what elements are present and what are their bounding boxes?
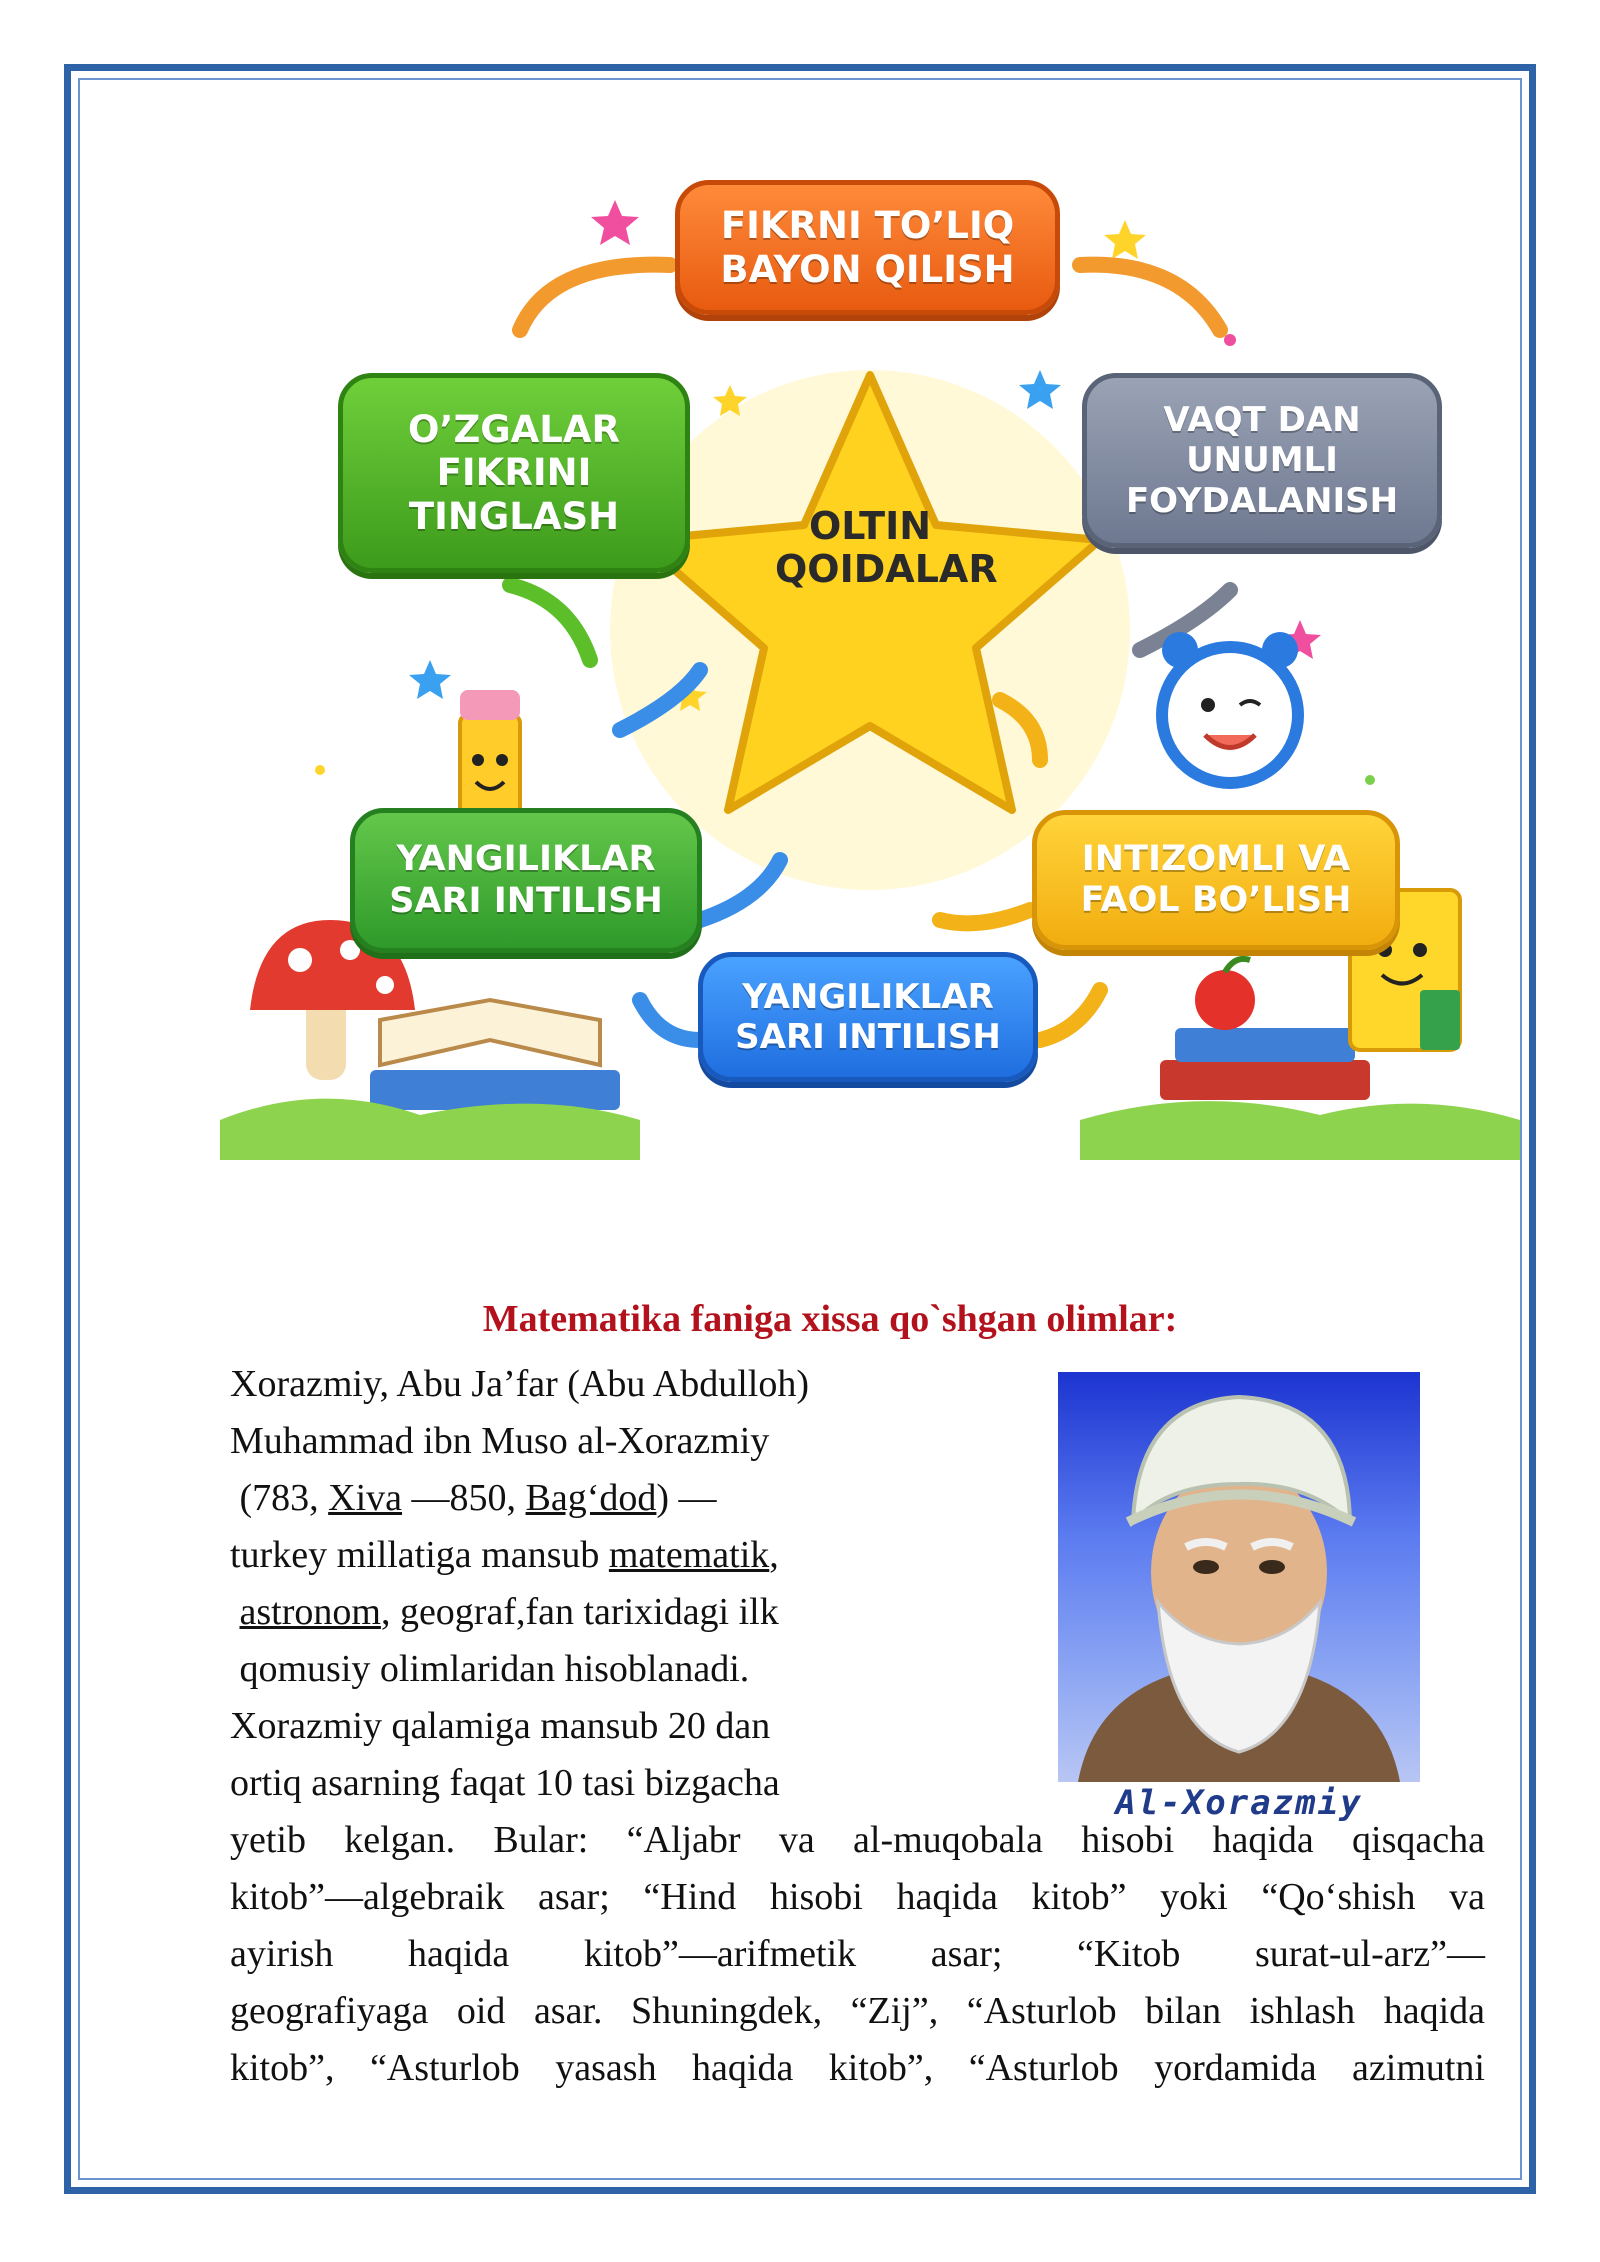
golden-rules-infographic: [220, 160, 1520, 1190]
alarm-clock-character: [1162, 632, 1298, 783]
text-line-3-b: —850,: [402, 1477, 526, 1519]
paragraph-line-5: kitob”, “Asturlob yasash haqida kitob”, “Asturlob yordamida azimutni: [230, 2047, 1485, 2089]
rule-pill-top: [675, 180, 1060, 315]
al-xorazmiy-portrait: [1058, 1372, 1420, 1782]
paragraph-line-3: ayirish haqida kitob”—arifmetik asar; “Kitob surat-ul-arz”—: [230, 1933, 1485, 1975]
grass-right: [1080, 1101, 1520, 1160]
books-apple-decoration: [1160, 959, 1370, 1100]
rule-pill-lower-right-label: INTIZOMLI VA FAOL BO’LISH: [1080, 838, 1352, 920]
text-line-4-b: ,: [769, 1534, 779, 1576]
text-line-3-a: (783,: [230, 1477, 329, 1519]
text-line-8: ortiq asarning faqat 10 tasi bizgacha: [230, 1762, 780, 1804]
star-center-label: OLTIN QOIDALAR: [775, 504, 998, 591]
text-line-3-c: ) —: [656, 1477, 717, 1519]
text-line-4: [230, 1531, 779, 1579]
portrait-illustration: [1058, 1372, 1420, 1782]
rule-pill-lower-left-label: YANGILIKLAR SARI INTILISH: [389, 839, 663, 921]
link-bagdod[interactable]: Bag‘dod: [525, 1477, 657, 1519]
link-matematik[interactable]: matematik: [608, 1534, 770, 1576]
text-line-3: [230, 1474, 717, 1522]
paragraph-line-4: geografiyaga oid asar. Shuningdek, “Zij”, “Asturlob bilan ishlash haqida: [230, 1990, 1485, 2032]
text-line-6: qomusiy olimlaridan hisoblanadi.: [230, 1648, 750, 1690]
text-line-5-a: [230, 1591, 240, 1633]
rule-pill-right: [1082, 373, 1442, 548]
rule-pill-top-label: FIKRNI TO’LIQ BAYON QILISH: [720, 203, 1015, 291]
paragraph-line-1: yetib kelgan. Bular: “Aljabr va al-muqobala hisobi haqida qisqacha: [230, 1819, 1485, 1861]
paragraph-line-2: kitob”—algebraik asar; “Hind hisobi haqida kitob” yoki “Qo‘shish va: [230, 1876, 1485, 1918]
rule-pill-left: [338, 373, 690, 573]
text-line-5-b: , geograf,fan tarixidagi ilk: [380, 1591, 779, 1633]
portrait-caption: Al-Xorazmiy: [1115, 1783, 1363, 1823]
rule-pill-right-label: VAQT DAN UNUMLI FOYDALANISH: [1125, 400, 1399, 521]
link-xiva[interactable]: Xiva: [328, 1477, 403, 1519]
rule-pill-lower-left: [350, 808, 702, 953]
text-line-5: [230, 1588, 779, 1636]
text-line-7: Xorazmiy qalamiga mansub 20 dan: [230, 1705, 771, 1747]
open-book-decoration: [370, 1000, 620, 1110]
link-astronom[interactable]: astronom: [239, 1591, 381, 1633]
text-line-1: Xorazmiy, Abu Ja’far (Abu Abdulloh): [230, 1363, 810, 1405]
text-line-4-a: turkey millatiga mansub: [230, 1534, 609, 1576]
rule-pill-lower-right: [1032, 810, 1400, 950]
rule-pill-left-label: O’ZGALAR FIKRINI TINGLASH: [407, 407, 621, 538]
rule-pill-bottom-label: YANGILIKLAR SARI INTILISH: [735, 976, 1001, 1057]
section-heading: Matematika faniga xissa qo`shgan olimlar:: [482, 1298, 1178, 1340]
rule-pill-bottom: [698, 952, 1038, 1082]
text-line-2: Muhammad ibn Muso al-Xorazmiy: [230, 1420, 770, 1462]
